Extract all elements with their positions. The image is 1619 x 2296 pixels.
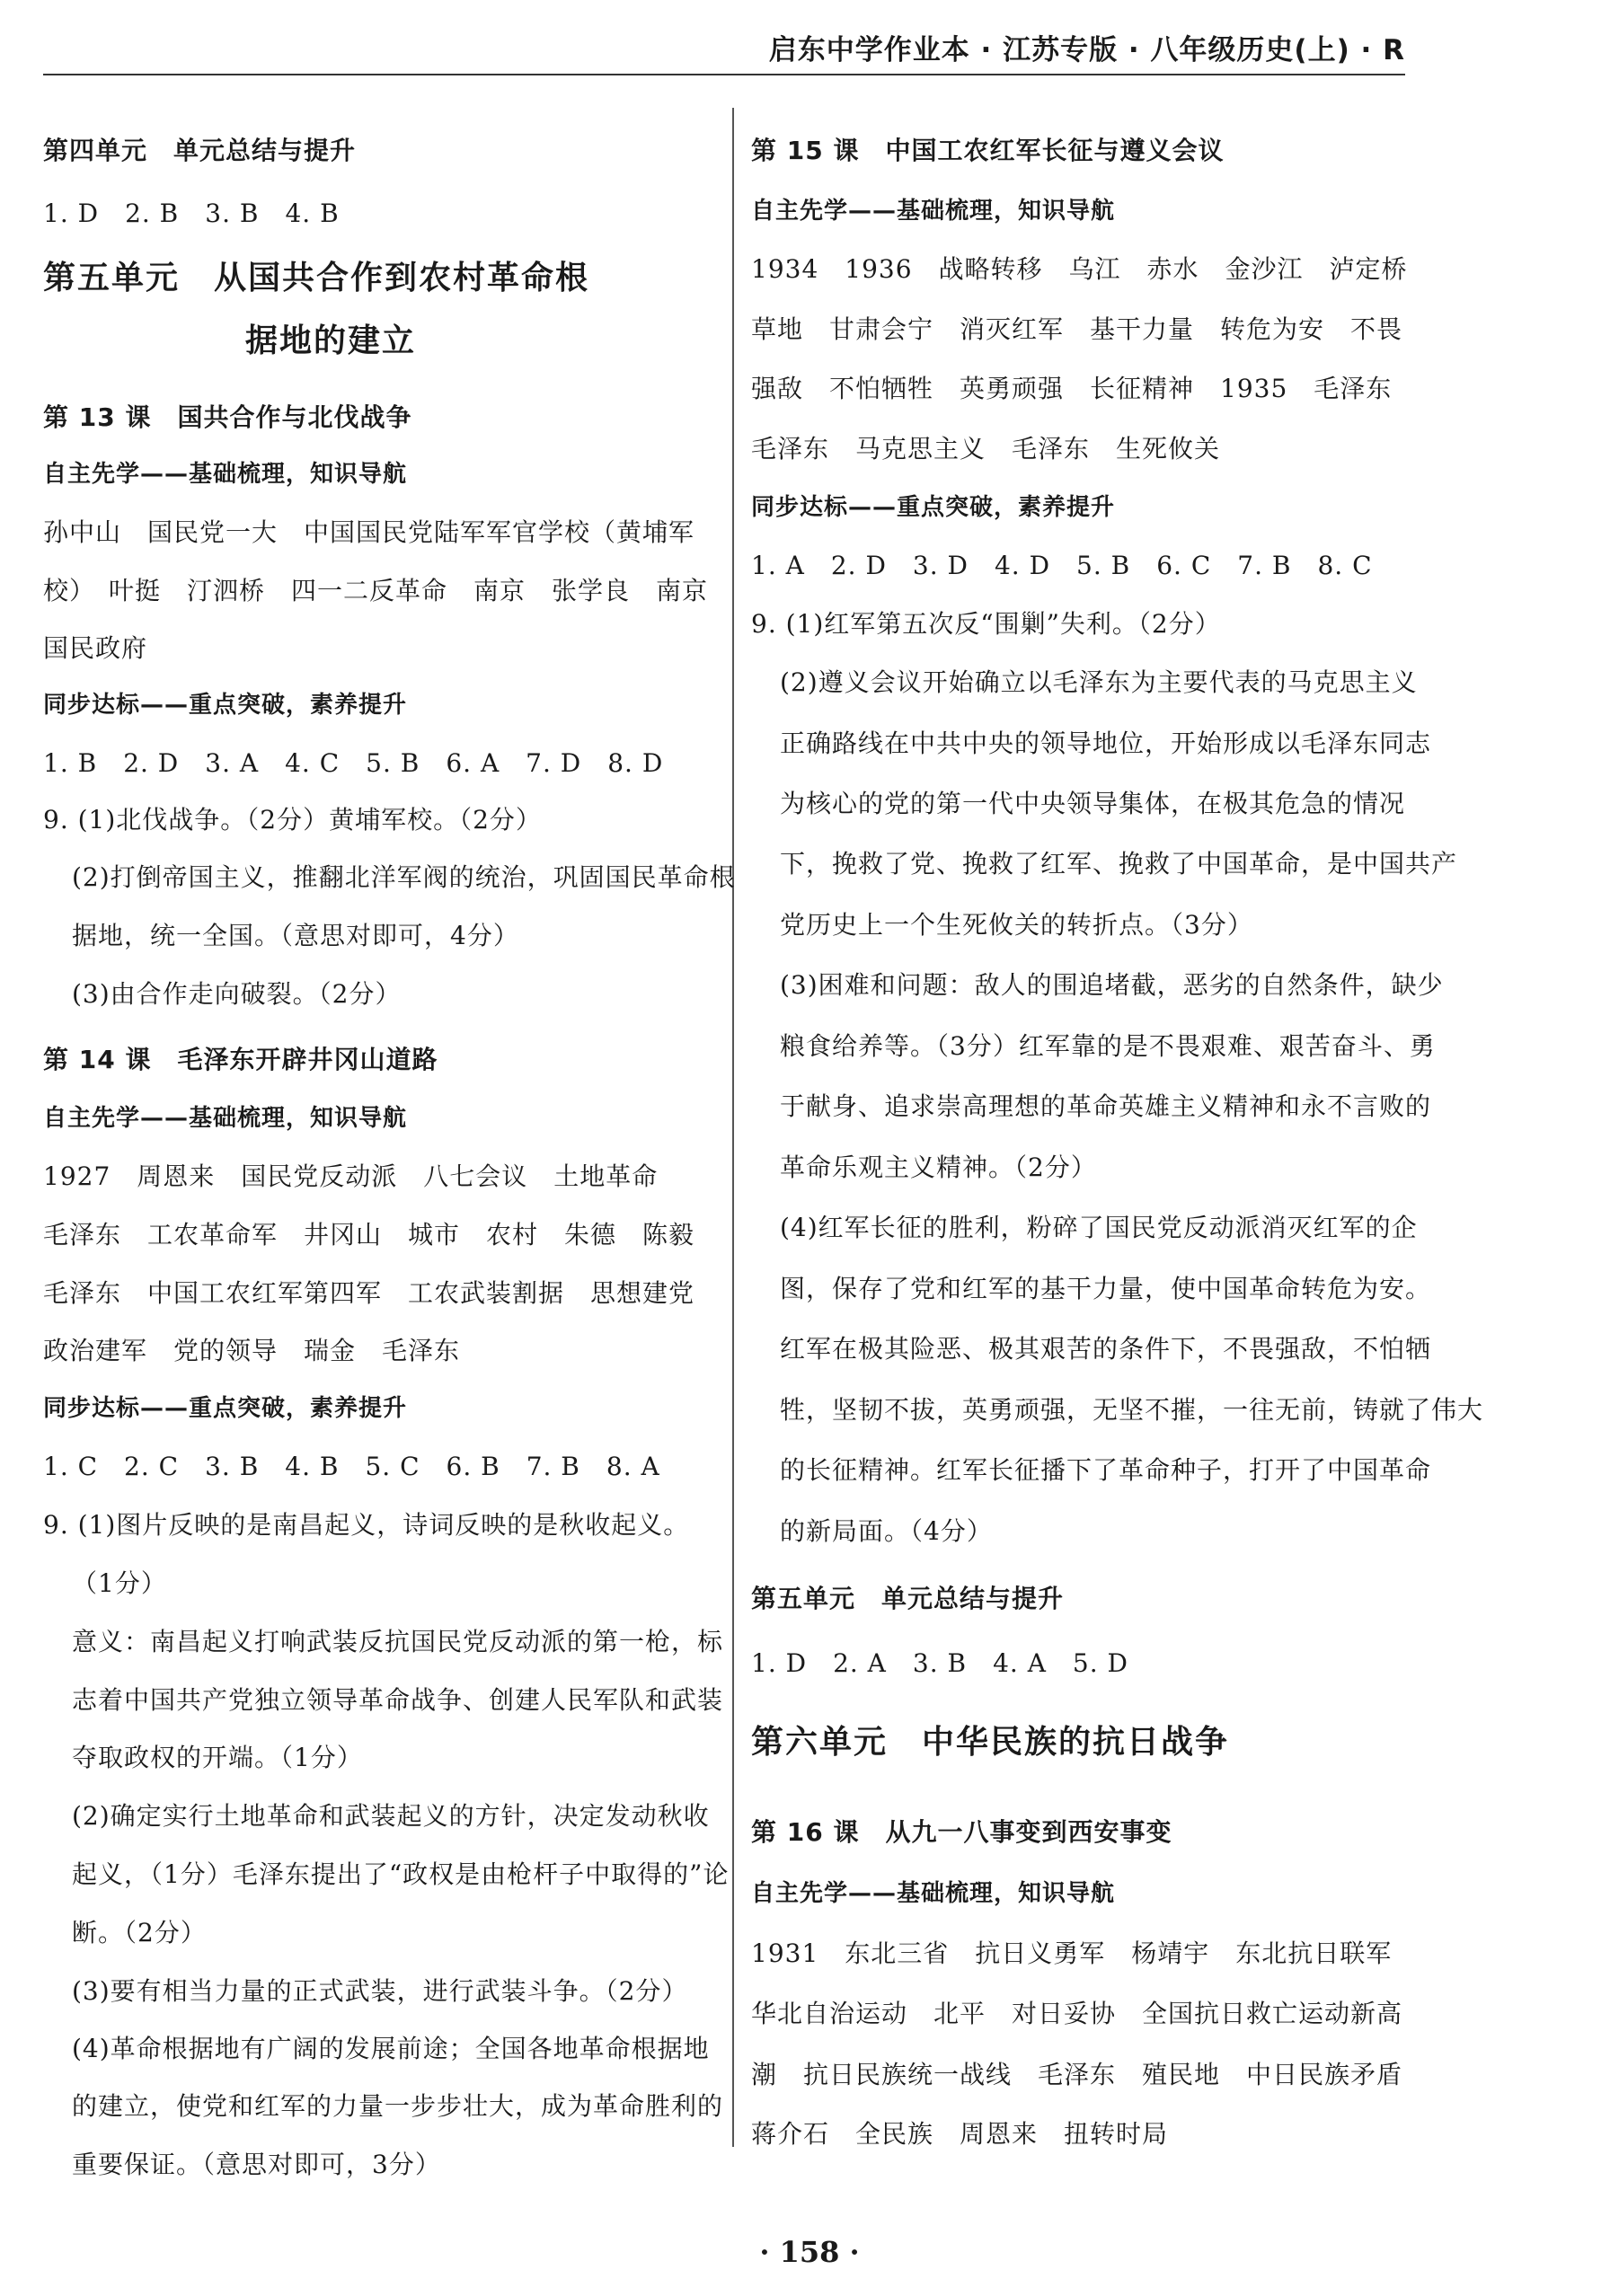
section-heading: 第五单元 单元总结与提升 [751,1584,1065,1613]
text-line: 华北自治运动 北平 对日妥协 全国抗日救亡运动新高 [751,1999,1403,2028]
text-line: 9. (1)北伐战争。（2分）黄埔军校。（2分） [43,805,542,835]
answer-line: 起义，（1分）毛泽东提出了“政权是由枪杆子中取得的”论 [72,1859,730,1889]
answer-line: 夺取政权的开端。（1分） [72,1743,363,1772]
section-heading: 第四单元 单元总结与提升 [43,136,357,165]
answer-line: 下，挽救了党、挽救了红军、挽救了中国革命，是中国共产 [780,849,1458,879]
text-line: 孙中山 国民党一大 中国国民党陆军军官学校（黄埔军 [43,517,695,547]
answer-line: 重要保证。（意思对即可，3分） [72,2150,441,2179]
text-line: 强敌 不怕牺牲 英勇顽强 长征精神 1935 毛泽东 [751,374,1393,403]
unit-title: 第五单元 从国共合作到农村革命根 [43,260,590,296]
answer-line: 意义：南昌起义打响武装反抗国民党反动派的第一枪，标 [72,1627,724,1656]
text-line: 草地 甘肃会宁 消灭红军 基干力量 转危为安 不畏 [751,314,1403,344]
answer-line: 于献身、追求崇高理想的革命英雄主义精神和永不言败的 [780,1091,1432,1121]
text-line: 毛泽东 中国工农红军第四军 工农武装割据 思想建党 [43,1278,695,1308]
answer-line: 图，保存了党和红军的基干力量，使中国革命转危为安。 [780,1274,1432,1303]
text-line: 9. (1)图片反映的是南昌起义，诗词反映的是秋收起义。 [43,1510,690,1540]
text-line: 1931 东北三省 抗日义勇军 杨靖宇 东北抗日联军 [751,1938,1393,1968]
answer-line: (2)遵义会议开始确立以毛泽东为主要代表的马克思主义 [780,667,1418,697]
text-line: 1. C 2. C 3. B 4. B 5. C 6. B 7. B 8. A [43,1452,660,1481]
answer-line: (2)确定实行土地革命和武装起义的方针，决定发动秋收 [72,1801,710,1831]
answer-line: 断。（2分） [72,1918,207,1947]
subsection-heading: 自主先学——基础梳理，知识导航 [43,1105,408,1132]
text-line: 1. D 2. A 3. B 4. A 5. D [751,1648,1128,1678]
unit-title: 据地的建立 [245,322,417,359]
answer-line: (3)由合作走向破裂。（2分） [72,979,402,1009]
unit-title: 第六单元 中华民族的抗日战争 [751,1724,1230,1761]
subsection-heading: 自主先学——基础梳理，知识导航 [751,1880,1116,1907]
subsection-heading: 同步达标——重点突破，素养提升 [43,1395,408,1422]
text-line: 1927 周恩来 国民党反动派 八七会议 土地革命 [43,1161,659,1191]
answer-line: （1分） [72,1568,167,1598]
answer-line: 红军在极其险恶、极其艰苦的条件下，不畏强敌，不怕牺 [780,1334,1432,1364]
text-line: 1. B 2. D 3. A 4. C 5. B 6. A 7. D 8. D [43,748,664,778]
answer-line: 正确路线在中共中央的领导地位，开始形成以毛泽东同志 [780,729,1432,758]
answer-line: (3)困难和问题：敌人的围追堵截，恶劣的自然条件，缺少 [780,970,1444,1000]
column-divider [732,108,734,2147]
page-number: · 158 · [759,2235,860,2269]
text-line: 1. D 2. B 3. B 4. B [43,199,340,228]
text-line: 毛泽东 工农革命军 井冈山 城市 农村 朱德 陈毅 [43,1220,695,1250]
answer-line: 的长征精神。红军长征播下了革命种子，打开了中国革命 [780,1455,1432,1485]
text-line: 蒋介石 全民族 周恩来 扭转时局 [751,2119,1169,2149]
text-line: 校） 叶挺 汀泗桥 四一二反革命 南京 张学良 南京 [43,576,709,605]
answer-line: (4)红军长征的胜利，粉碎了国民党反动派消灭红军的企 [780,1213,1418,1242]
header-title: 启东中学作业本 · 江苏专版 · 八年级历史(上) · R [768,34,1405,66]
subsection-heading: 自主先学——基础梳理，知识导航 [751,198,1116,225]
subsection-heading: 自主先学——基础梳理，知识导航 [43,461,408,488]
answer-line: 的建立，使党和红军的力量一步步壮大，成为革命胜利的 [72,2091,724,2121]
section-heading: 第 16 课 从九一八事变到西安事变 [751,1817,1172,1847]
answer-line: 据地，统一全国。（意思对即可，4分） [72,921,519,950]
answer-line: (3)要有相当力量的正式武装，进行武装斗争。（2分） [72,1976,688,2006]
text-line: 国民政府 [43,633,148,663]
page-header [43,20,1405,75]
section-heading: 第 13 课 国共合作与北伐战争 [43,402,412,432]
answer-line: 牲，坚韧不拔，英勇顽强，无坚不摧，一往无前，铸就了伟大 [780,1395,1484,1425]
answer-line: (2)打倒帝国主义，推翻北洋军阀的统治，巩固国民革命根 [72,862,736,892]
section-heading: 第 14 课 毛泽东开辟井冈山道路 [43,1045,438,1074]
answer-line: 志着中国共产党独立领导革命战争、创建人民军队和武装 [72,1685,724,1715]
answer-line: (4)革命根据地有广阔的发展前途；全国各地革命根据地 [72,2034,710,2063]
text-line: 潮 抗日民族统一战线 毛泽东 殖民地 中日民族矛盾 [751,2060,1403,2089]
answer-line: 党历史上一个生死攸关的转折点。（3分） [780,910,1253,940]
answer-line: 革命乐观主义精神。（2分） [780,1152,1097,1182]
text-line: 政治建军 党的领导 瑞金 毛泽东 [43,1336,461,1365]
text-line: 1. A 2. D 3. D 4. D 5. B 6. C 7. B 8. C [751,551,1373,580]
subsection-heading: 同步达标——重点突破，素养提升 [751,494,1116,521]
subsection-heading: 同步达标——重点突破，素养提升 [43,692,408,719]
answer-line: 的新局面。（4分） [780,1516,993,1546]
text-line: 9. (1)红军第五次反“围剿”失利。（2分） [751,609,1221,639]
answer-line: 粮食给养等。（3分）红军靠的是不畏艰难、艰苦奋斗、勇 [780,1031,1436,1061]
section-heading: 第 15 课 中国工农红军长征与遵义会议 [751,136,1225,165]
text-line: 1934 1936 战略转移 乌江 赤水 金沙江 泸定桥 [751,254,1408,284]
answer-line: 为核心的党的第一代中央领导集体，在极其危急的情况 [780,789,1406,818]
text-line: 毛泽东 马克思主义 毛泽东 生死攸关 [751,434,1221,464]
